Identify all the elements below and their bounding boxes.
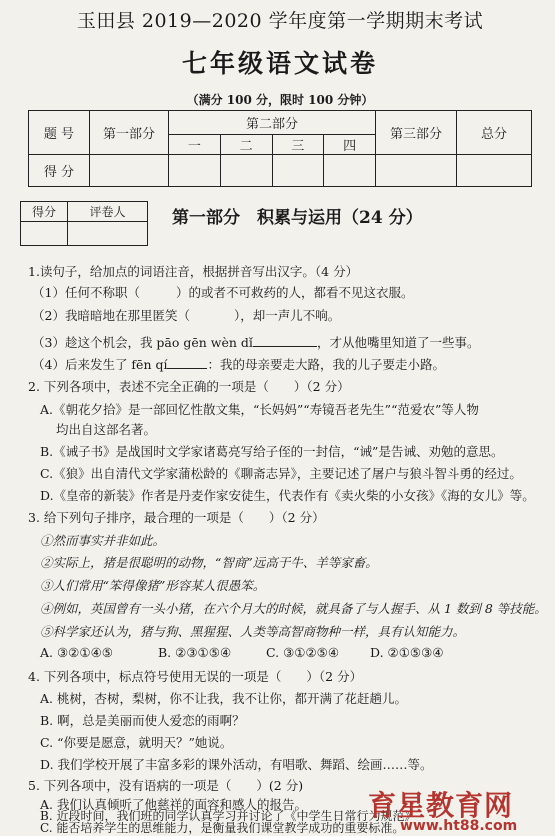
q1-line2	[32, 306, 340, 324]
q3-sentence-2: ②实际上，猪是很聪明的动物，“智商”远高于牛、羊等家畜。	[40, 555, 378, 570]
row-label-score: 得 分	[29, 155, 90, 187]
q1-line3-text-a: （3）趁这个机会，我 pāo gēn wèn dǐ	[32, 335, 253, 350]
header-total: 总分	[457, 111, 532, 155]
q4-stem: 4. 下列各项中，标点符号使用无误的一项是（ ）（2 分）	[28, 669, 363, 684]
q5-option-b: B. 近段时间，我们班的同学认真学习并讨论了《中学生日常行为规范》	[40, 809, 417, 823]
q2-option-d: D.《皇帝的新装》作者是丹麦作家安徒生，代表作有《卖火柴的小女孩》《海的女儿》等。	[40, 488, 535, 503]
q3-sentence-3: ③人们常用“笨得像猪”形容某人很愚笨。	[40, 578, 266, 593]
grader-score-label: 得分	[21, 202, 68, 222]
q2-stem: 2. 下列各项中，表述不完全正确的一项是（ ）（2 分）	[28, 379, 350, 394]
q3-option-d: D. ②①⑤③④	[370, 645, 444, 660]
q2-option-c: C.《狼》出自清代文学家蒲松龄的《聊斋志异》，主要记述了屠户与狼斗智斗勇的经过。	[40, 466, 522, 481]
q4-option-b: B. 啊，总是美丽而使人爱恋的雨啊？	[40, 713, 245, 728]
q3-option-c: C. ③①②⑤④	[266, 645, 340, 660]
exam-note: （满分 100 分，限时 100 分钟）	[186, 93, 374, 107]
q2-option-a: A.《朝花夕拾》是一部回忆性散文集，“长妈妈”“寿镜吾老先生”“范爱农”等人物	[40, 402, 479, 417]
header-part3: 第三部分	[376, 111, 457, 155]
header-part2: 第二部分	[169, 111, 376, 135]
q5-option-a: A. 我们认真倾听了他慈祥的面容和感人的报告。	[40, 797, 307, 812]
q1-line4	[32, 355, 445, 373]
watermark-brand: 育星教育网	[368, 789, 514, 822]
q1-answer-3[interactable]	[253, 335, 317, 347]
score-cell-part1[interactable]	[90, 155, 169, 187]
score-cell-part3[interactable]	[376, 155, 457, 187]
q5-option-c: C. 能否培养学生的思维能力，是衡量我们课堂教学成功的重要标准。	[40, 821, 405, 835]
q1-line4-text-b: ：我的母亲要走大路，我的儿子要走小路。	[207, 357, 445, 372]
grader-score-cell[interactable]	[21, 222, 68, 246]
score-table	[28, 110, 532, 187]
row-label-number: 题 号	[29, 111, 90, 155]
grader-name-cell[interactable]	[68, 222, 148, 246]
q1-stem: 1.读句子，给加点的词语注音，根据拼音写出汉字。（4 分）	[28, 264, 359, 279]
q1-line2-text-b: ），却一声儿不响。	[233, 308, 341, 323]
header-part1: 第一部分	[90, 111, 169, 155]
header-part2-col4: 四	[324, 135, 376, 155]
q3-stem: 3. 给下列句子排序，最合理的一项是（ ）（2 分）	[28, 510, 325, 525]
q1-answer-4[interactable]	[167, 357, 207, 369]
header-part2-col2: 二	[220, 135, 272, 155]
q1-line3	[32, 333, 479, 351]
score-cell-part2-col4[interactable]	[324, 155, 376, 187]
exam-subtitle: 七年级语文试卷	[181, 49, 378, 78]
q3-option-a: A. ③②①④⑤	[40, 645, 114, 660]
score-cell-total[interactable]	[457, 155, 532, 187]
q1-line3-text-b: ，才从他嘴里知道了一些事。	[316, 335, 480, 350]
grader-table	[20, 201, 148, 246]
q1-line2-text-a: （2）我暗暗地在那里匿笑（	[32, 308, 190, 323]
q4-option-a: A. 桃树，杏树，梨树，你不让我，我不让你，都开满了花赶趟儿。	[40, 691, 407, 706]
header-part2-col1: 一	[169, 135, 221, 155]
q1-line1-text-b: ）的或者不可救药的人，都看不见这衣服。	[175, 285, 414, 300]
watermark-url: www.ht88.com	[400, 818, 518, 834]
q2-option-b: B.《诫子书》是战国时文学家诸葛亮写给子侄的一封信，“诫”是告诫、劝勉的意思。	[40, 444, 504, 459]
q4-option-d: D. 我们学校开展了丰富多彩的课外活动，有唱歌、舞蹈、绘画……等。	[40, 757, 433, 772]
q4-option-c: C. “你要是愿意，就明天？”她说。	[40, 735, 233, 750]
watermark	[368, 784, 517, 834]
q1-line1	[32, 283, 413, 301]
header-part2-col3: 三	[272, 135, 324, 155]
q5-stem: 5. 下列各项中，没有语病的一项是（ ）(2 分)	[28, 778, 304, 793]
grader-name-label: 评卷人	[68, 202, 148, 222]
score-cell-part2-col3[interactable]	[272, 155, 324, 187]
score-cell-part2-col1[interactable]	[169, 155, 221, 187]
q3-sentence-4: ④例如，英国曾有一头小猪，在六个月大的时候，就具备了与人握手、从 1 数到 8 等技能。	[40, 601, 547, 616]
q3-sentence-5: ⑤科学家还认为，猪与狗、黑猩猩、人类等高智商物种一样，具有认知能力。	[40, 624, 466, 639]
q1-line4-text-a: （4）后来发生了 fēn qí	[32, 357, 168, 372]
exam-title: 玉田县 2019—2020 学年度第一学期期末考试	[76, 10, 484, 32]
q2-option-a-cont: 均出自这部名著。	[56, 422, 157, 437]
section-title: 第一部分 积累与运用（24 分）	[172, 208, 423, 228]
score-cell-part2-col2[interactable]	[220, 155, 272, 187]
q3-sentence-1: ①然而事实并非如此。	[40, 533, 166, 548]
q3-option-b: B. ②③①⑤④	[158, 645, 232, 660]
q1-line1-text-a: （1）任何不称职（	[32, 285, 140, 300]
